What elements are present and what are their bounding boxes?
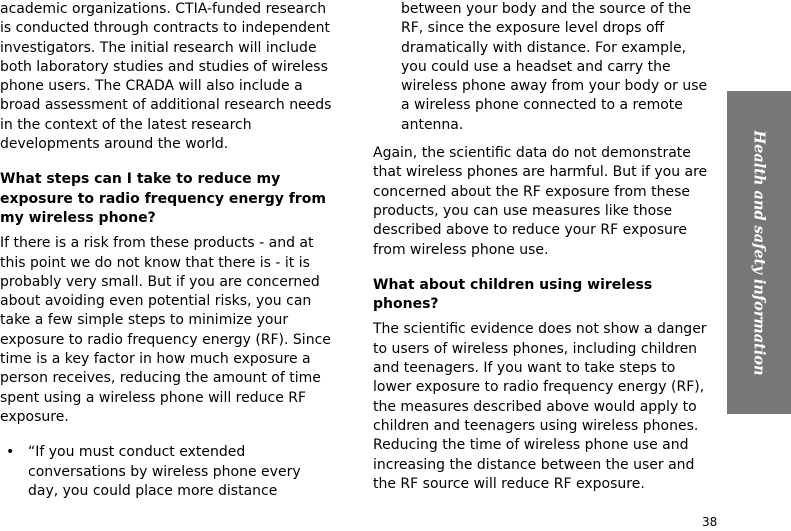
right-column <box>373 0 713 494</box>
bullet-continuation: between your body and the source of the RF, since the exposure level drops off dramatically with distance. For example, you could use a headset and carry the wireless phone away from your body or use a wireless phone connected to a remote antenna. <box>401 1 708 133</box>
paragraph-crada: academic organizations. CTIA-funded research is conducted through contracts to independent investigators. The initial research will include both laboratory studies and studies of wireless phone users. The CRADA will also include a broad assessment of additional research needs in the context of the latest research developments around the world. <box>0 1 332 153</box>
side-tab-label: Health and safety information <box>750 129 768 376</box>
bullet-icon: • <box>6 444 15 461</box>
left-column <box>0 0 335 501</box>
paragraph-risk: If there is a risk from these products - and at this point we do not know that there is - it is probably very small. But if you are concerned about avoiding even potential risks, you can take a few simple steps to minimize your exposure to radio frequency energy (RF). Since time is a key factor in how much exposure a person receives, reducing the amount of time spent using a wireless phone will reduce RF exposure. <box>0 235 331 425</box>
heading-reduce-exposure: What steps can I take to reduce my exposure to radio frequency energy from my wireless phone? <box>0 171 326 226</box>
list-item <box>0 443 335 501</box>
paragraph-children: The scientific evidence does not show a danger to users of wireless phones, including children and teenagers. If you want to take steps to lower exposure to radio frequency energy (RF), the measures described above would apply to children and teenagers using wireless phones. Reducing the time of wireless phone use and increasing the distance between the user and the RF source will reduce RF exposure. <box>373 321 707 492</box>
paragraph-scientific-data: Again, the scientific data do not demonstrate that wireless phones are harmful. But if you are concerned about the RF exposure from these products, you can use measures like those described above to reduce your RF exposure from wireless phone use. <box>373 145 708 258</box>
heading-children: What about children using wireless phones? <box>373 276 653 313</box>
section-side-tab <box>727 91 791 414</box>
bullet-text: “If you must conduct extended conversations by wireless phone every day, you could place more distance <box>28 444 301 499</box>
page-number: 38 <box>702 515 718 529</box>
